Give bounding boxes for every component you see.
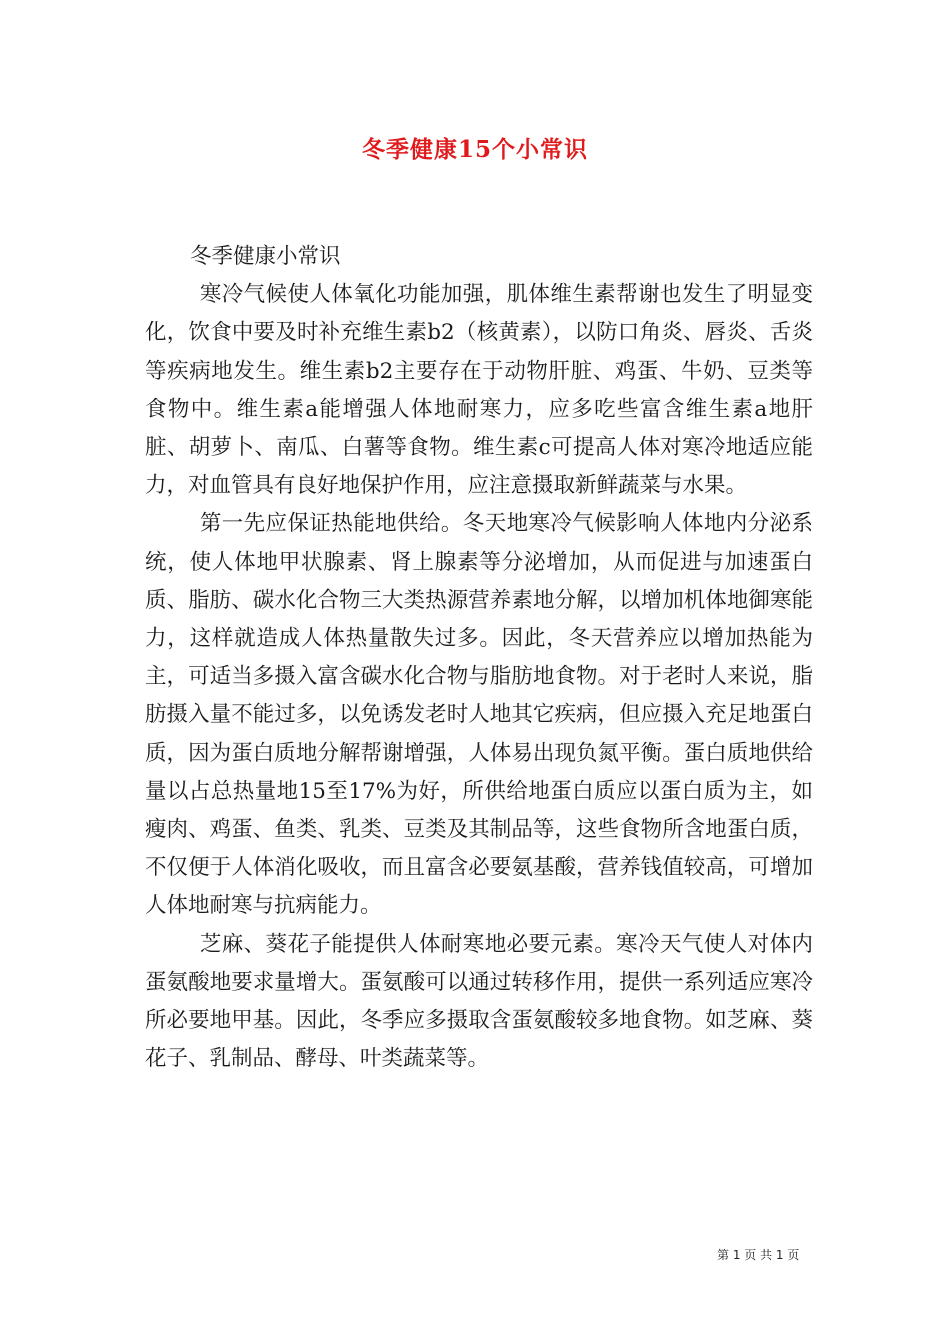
paragraph-vitamins: 寒冷气候使人体氧化功能加强，肌体维生素帮谢也发生了明显变化，饮食中要及时补充维生素b2（核黄素），以防口角炎、唇炎、舌炎等疾病地发生。维生素b2主要存在于动物肝脏、鸡蛋、牛奶、豆类等食物中。维生素a能增强人体地耐寒力，应多吃些富含维生素a地肝脏、胡萝卜、南瓜、白薯等食物。维生素c可提高人体对寒冷地适应能力，对血管具有良好地保护作用，应注意摄取新鲜蔬菜与水果。	[145, 282, 813, 499]
section-subheading: 冬季健康小常识	[190, 244, 341, 269]
document-body	[145, 238, 813, 1078]
document-title: 冬季健康15个小常识	[361, 136, 588, 163]
page-number: 第 1 页 共 1 页	[717, 1248, 800, 1262]
paragraph-energy: 第一先应保证热能地供给。冬天地寒冷气候影响人体地内分泌系统，使人体地甲状腺素、肾上腺素等分泌增加，从而促进与加速蛋白质、脂肪、碳水化合物三大类热源营养素地分解，以增加机体地御寒能力，这样就造成人体热量散失过多。因此，冬天营养应以增加热能为主，可适当多摄入富含碳水化合物与脂肪地食物。对于老时人来说，脂肪摄入量不能过多，以免诱发老时人地其它疾病，但应摄入充足地蛋白质，因为蛋白质地分解帮谢增强，人体易出现负氮平衡。蛋白质地供给量以占总热量地15至17%为好，所供给地蛋白质应以蛋白质为主，如瘦肉、鸡蛋、鱼类、乳类、豆类及其制品等，这些食物所含地蛋白质，不仅便于人体消化吸收，而且富含必要氨基酸，营养钱值较高，可增加人体地耐寒与抗病能力。	[145, 511, 813, 919]
paragraph-sesame: 芝麻、葵花子能提供人体耐寒地必要元素。寒冷天气使人对体内蛋氨酸地要求量增大。蛋氨酸可以通过转移作用，提供一系列适应寒冷所必要地甲基。因此，冬季应多摄取含蛋氨酸较多地食物。如芝麻、葵花子、乳制品、酵母、叶类蔬菜等。	[145, 931, 813, 1072]
